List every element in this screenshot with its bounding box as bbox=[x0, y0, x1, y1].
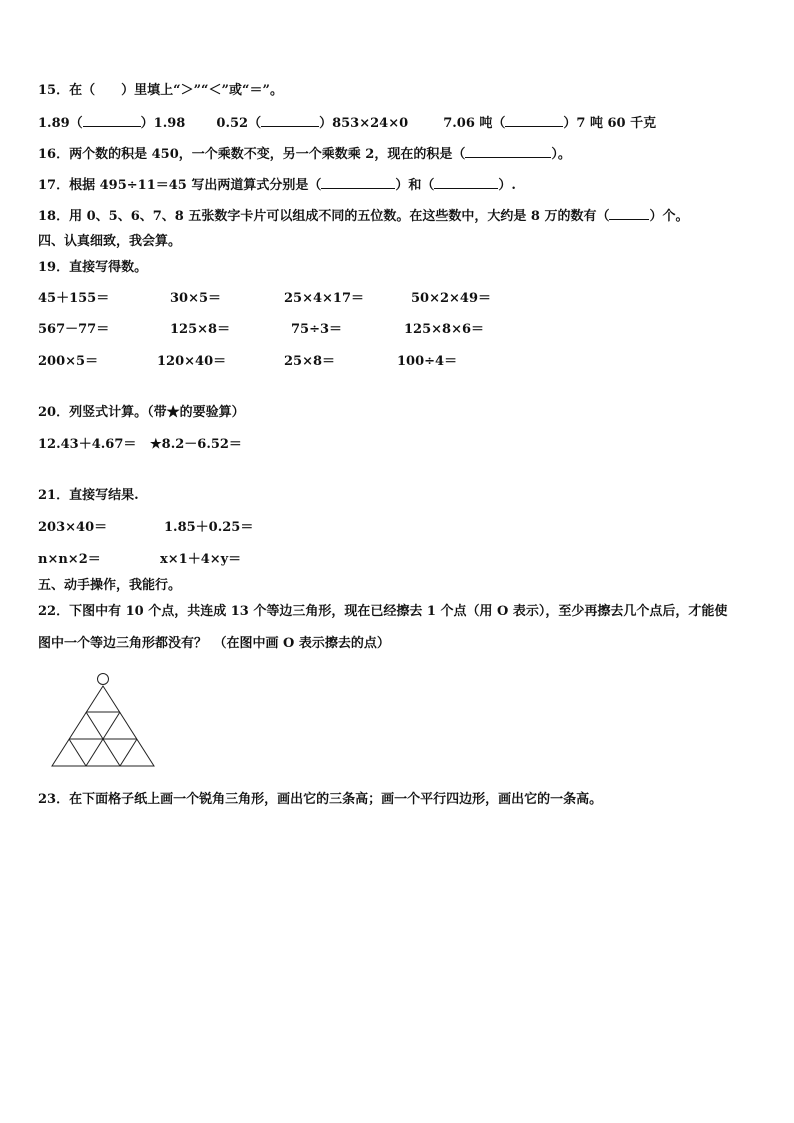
q15-b-left: 0.52（ bbox=[216, 116, 262, 131]
q18-question bbox=[38, 208, 688, 225]
q19-r2-c3: 75÷3＝ bbox=[291, 322, 343, 337]
q16-blank[interactable] bbox=[465, 146, 551, 158]
q19-r3-c1: 200×5＝ bbox=[38, 354, 99, 369]
q15-a-right: ）1.98 bbox=[140, 116, 186, 131]
q22-line-1: 22．下图中有 10 个点，共连成 13 个等边三角形，现在已经擦去 1 个点（用 O 表示），至少再擦去几个点后，才能使 bbox=[38, 604, 728, 619]
erased-point-circle bbox=[98, 674, 109, 685]
q15-c-left: 7.06 吨（ bbox=[443, 116, 506, 131]
q15-compare-row bbox=[38, 115, 656, 132]
q15-title: 15．在（ ）里填上“＞”“＜”或“＝”。 bbox=[38, 83, 283, 98]
outer-triangle bbox=[52, 686, 154, 766]
inner-line-4 bbox=[120, 739, 137, 766]
q17-blank-1[interactable] bbox=[321, 177, 395, 189]
q21-item-4: x×1＋4×y＝ bbox=[160, 552, 242, 567]
triangle-grid-diagram bbox=[44, 668, 164, 778]
q19-r2-c2: 125×8＝ bbox=[170, 322, 231, 337]
q19-r2-c1: 567－77＝ bbox=[38, 322, 110, 337]
q19-title: 19．直接写得数。 bbox=[38, 260, 148, 275]
q15-c-right: ）7 吨 60 千克 bbox=[563, 116, 657, 131]
q16-question bbox=[38, 146, 571, 163]
q19-r1-c4: 50×2×49＝ bbox=[411, 291, 492, 306]
q21-title: 21．直接写结果. bbox=[38, 488, 139, 503]
q15-a-left: 1.89（ bbox=[38, 116, 83, 131]
q18-text-right: ）个。 bbox=[649, 209, 689, 224]
q19-r1-c2: 30×5＝ bbox=[170, 291, 222, 306]
q17-text-right: ）. bbox=[498, 178, 516, 193]
section-4-heading: 四、认真细致，我会算。 bbox=[38, 234, 182, 249]
q19-r3-c2: 120×40＝ bbox=[157, 354, 227, 369]
q21-item-3: n×n×2＝ bbox=[38, 552, 101, 567]
q17-blank-2[interactable] bbox=[434, 177, 498, 189]
q18-text-left: 18．用 0、5、6、7、8 五张数字卡片可以组成不同的五位数。在这些数中，大约是 8 万的数有（ bbox=[38, 209, 610, 224]
q19-r3-c4: 100÷4＝ bbox=[397, 354, 458, 369]
q16-text-right: ）。 bbox=[551, 147, 571, 162]
q19-r2-c4: 125×8×6＝ bbox=[404, 322, 485, 337]
q19-r3-c3: 25×8＝ bbox=[284, 354, 336, 369]
q18-blank[interactable] bbox=[609, 208, 649, 220]
q21-item-2: 1.85＋0.25＝ bbox=[164, 520, 254, 535]
q17-text-mid: ）和（ bbox=[395, 178, 435, 193]
q15-blank-a[interactable] bbox=[83, 115, 141, 127]
q15-b-right: ）853×24×0 bbox=[319, 116, 409, 131]
q23-question: 23．在下面格子纸上画一个锐角三角形，画出它的三条高；画一个平行四边形，画出它的一条高。 bbox=[38, 792, 603, 807]
q17-text-left: 17．根据 495÷11＝45 写出两道算式分别是（ bbox=[38, 178, 322, 193]
q15-blank-b[interactable] bbox=[261, 115, 319, 127]
q20-title: 20．列竖式计算。（带★的要验算） bbox=[38, 405, 245, 420]
q16-text-left: 16．两个数的积是 450，一个乘数不变，另一个乘数乘 2，现在的积是（ bbox=[38, 147, 466, 162]
q15-blank-c[interactable] bbox=[505, 115, 563, 127]
q22-line-2: 图中一个等边三角形都没有？ （在图中画 O 表示擦去的点） bbox=[38, 636, 390, 651]
inner-line-2 bbox=[69, 739, 86, 766]
q17-question bbox=[38, 177, 516, 194]
section-5-heading: 五、动手操作，我能行。 bbox=[38, 578, 182, 593]
q21-item-1: 203×40＝ bbox=[38, 520, 108, 535]
q20-item-1: 12.43＋4.67＝ bbox=[38, 437, 137, 452]
q19-r1-c1: 45＋155＝ bbox=[38, 291, 110, 306]
q20-item-2: ★8.2－6.52＝ bbox=[150, 437, 242, 452]
q19-r1-c3: 25×4×17＝ bbox=[284, 291, 365, 306]
